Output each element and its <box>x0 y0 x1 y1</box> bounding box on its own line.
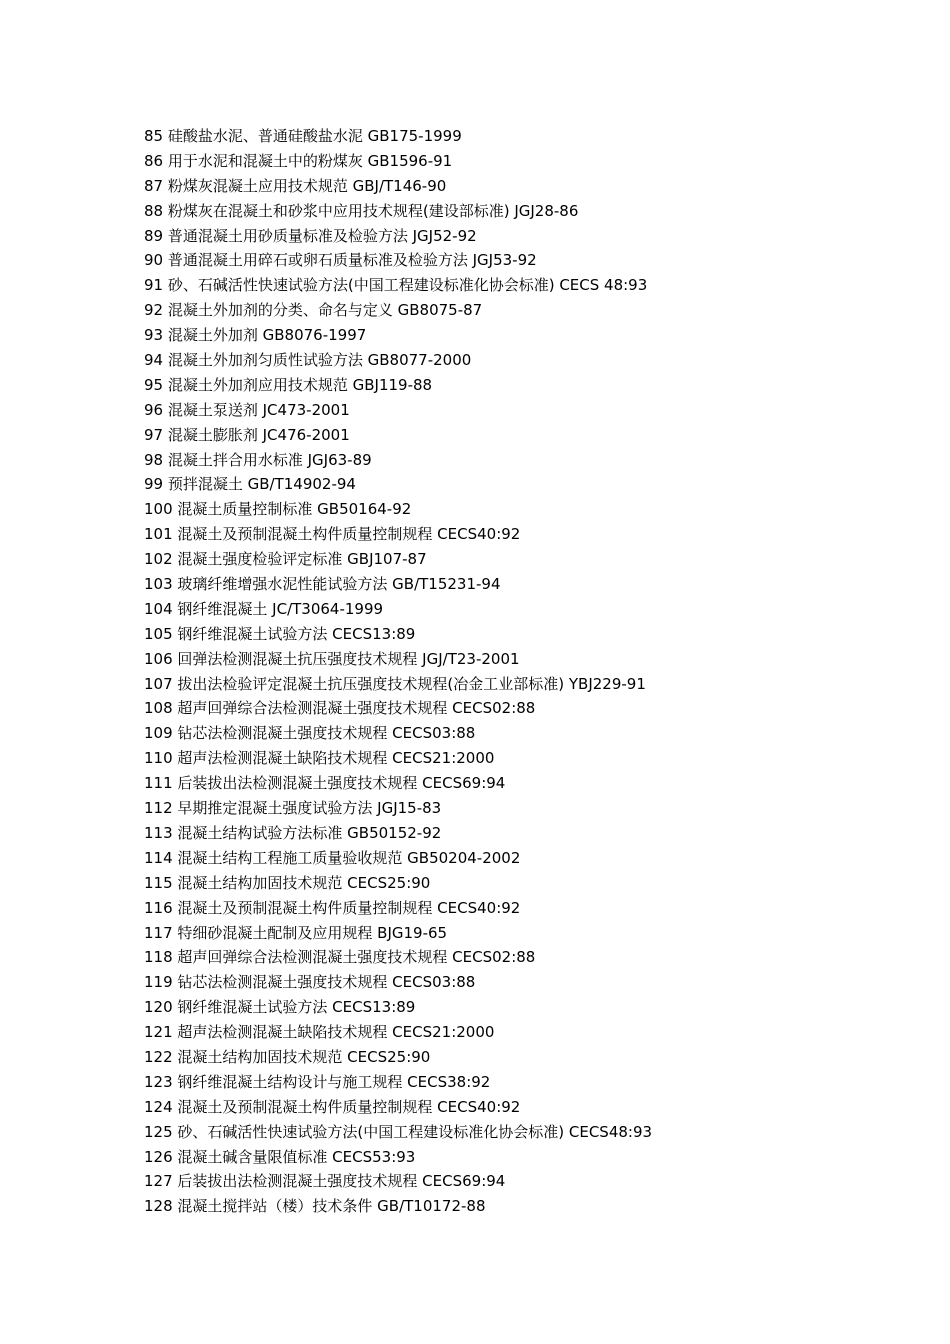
list-item: 92 混凝土外加剂的分类、命名与定义 GB8075-87 <box>144 301 483 320</box>
list-item: 110 超声法检测混凝土缺陷技术规程 CECS21:2000 <box>144 749 495 768</box>
list-item: 105 钢纤维混凝土试验方法 CECS13:89 <box>144 624 416 643</box>
list-item: 104 钢纤维混凝土 JC/T3064-1999 <box>144 599 384 618</box>
list-item: 128 混凝土搅拌站（楼）技术条件 GB/T10172-88 <box>144 1197 486 1216</box>
list-item: 119 钻芯法检测混凝土强度技术规程 CECS03:88 <box>144 973 476 992</box>
list-item: 95 混凝土外加剂应用技术规范 GBJ119-88 <box>144 375 433 394</box>
list-item: 115 混凝土结构加固技术规范 CECS25:90 <box>144 873 431 892</box>
list-item: 98 混凝土拌合用水标准 JGJ63-89 <box>144 450 372 469</box>
list-item: 117 特细砂混凝土配制及应用规程 BJG19-65 <box>144 923 448 942</box>
list-item: 108 超声回弹综合法检测混凝土强度技术规程 CECS02:88 <box>144 699 536 718</box>
list-item: 123 钢纤维混凝土结构设计与施工规程 CECS38:92 <box>144 1072 491 1091</box>
list-item: 113 混凝土结构试验方法标准 GB50152-92 <box>144 823 442 842</box>
list-item: 111 后装拔出法检测混凝土强度技术规程 CECS69:94 <box>144 774 506 793</box>
list-item: 103 玻璃纤维增强水泥性能试验方法 GB/T15231-94 <box>144 575 501 594</box>
list-item: 122 混凝土结构加固技术规范 CECS25:90 <box>144 1047 431 1066</box>
list-item: 106 回弹法检测混凝土抗压强度技术规程 JGJ/T23-2001 <box>144 649 520 668</box>
list-item: 125 砂、石碱活性快速试验方法(中国工程建设标准化协会标准) CECS48:93 <box>144 1122 653 1141</box>
list-item: 85 硅酸盐水泥、普通硅酸盐水泥 GB175-1999 <box>144 127 462 145</box>
list-item: 109 钻芯法检测混凝土强度技术规程 CECS03:88 <box>144 724 476 743</box>
list-item: 93 混凝土外加剂 GB8076-1997 <box>144 326 367 345</box>
list-item: 107 拔出法检验评定混凝土抗压强度技术规程(冶金工业部标准) YBJ229-91 <box>144 674 646 693</box>
list-item: 112 早期推定混凝土强度试验方法 JGJ15-83 <box>144 799 442 818</box>
list-item: 96 混凝土泵送剂 JC473-2001 <box>144 400 350 419</box>
list-item: 121 超声法检测混凝土缺陷技术规程 CECS21:2000 <box>144 1023 495 1042</box>
list-item: 116 混凝土及预制混凝土构件质量控制规程 CECS40:92 <box>144 898 521 917</box>
list-item: 126 混凝土碱含量限值标准 CECS53:93 <box>144 1147 416 1166</box>
list-item: 127 后装拔出法检测混凝土强度技术规程 CECS69:94 <box>144 1172 506 1191</box>
list-item: 101 混凝土及预制混凝土构件质量控制规程 CECS40:92 <box>144 525 521 544</box>
list-item: 120 钢纤维混凝土试验方法 CECS13:89 <box>144 998 416 1017</box>
list-item: 86 用于水泥和混凝土中的粉煤灰 GB1596-91 <box>144 151 453 170</box>
list-item: 90 普通混凝土用碎石或卵石质量标准及检验方法 JGJ53-92 <box>144 251 537 270</box>
list-item: 124 混凝土及预制混凝土构件质量控制规程 CECS40:92 <box>144 1097 521 1116</box>
list-item: 91 砂、石碱活性快速试验方法(中国工程建设标准化协会标准) CECS 48:93 <box>144 276 648 295</box>
list-item: 102 混凝土强度检验评定标准 GBJ107-87 <box>144 550 427 569</box>
list-item: 97 混凝土膨胀剂 JC476-2001 <box>144 425 350 444</box>
list-item: 114 混凝土结构工程施工质量验收规范 GB50204-2002 <box>144 848 521 867</box>
list-item: 99 预拌混凝土 GB/T14902-94 <box>144 475 356 494</box>
list-item: 100 混凝土质量控制标准 GB50164-92 <box>144 500 412 519</box>
list-item: 87 粉煤灰混凝土应用技术规范 GBJ/T146-90 <box>144 176 447 195</box>
list-item: 118 超声回弹综合法检测混凝土强度技术规程 CECS02:88 <box>144 948 536 967</box>
standards-list <box>144 124 864 1219</box>
list-item: 88 粉煤灰在混凝土和砂浆中应用技术规程(建设部标准) JGJ28-86 <box>144 201 579 220</box>
list-item: 94 混凝土外加剂匀质性试验方法 GB8077-2000 <box>144 351 472 370</box>
list-item: 89 普通混凝土用砂质量标准及检验方法 JGJ52-92 <box>144 226 477 245</box>
